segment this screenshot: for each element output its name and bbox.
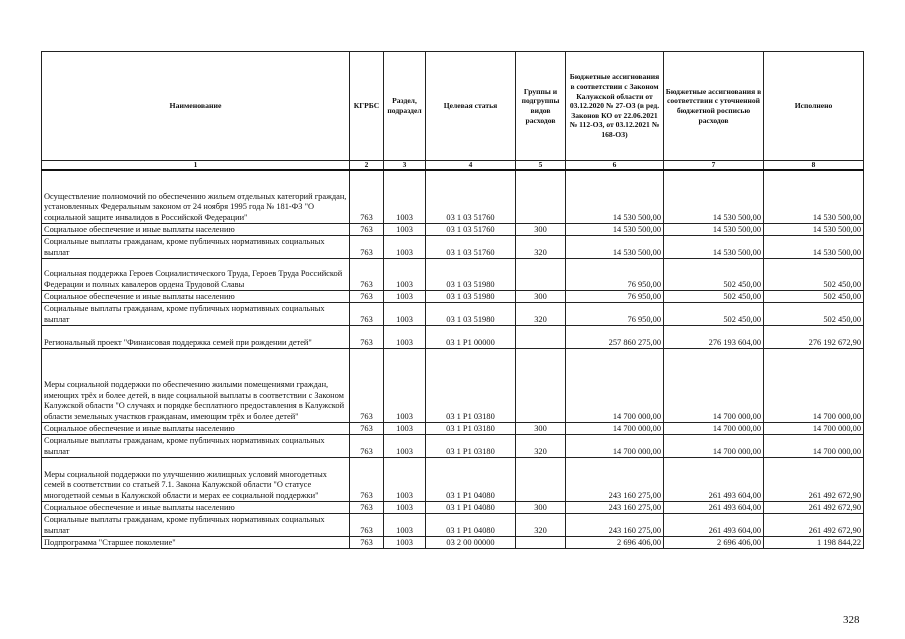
row-name: Меры социальной поддержки по обеспечению жилыми помещениями граждан, имеющих трёх и более детей, в виде социальной выплаты в соответствии с Законом Калужской области "О случаях и порядке бесплатного предоставления в Калужской области земельных участков гражданам, имеющим трёх и более детей" — [42, 349, 350, 423]
row-executed-amount: 1 198 844,22 — [764, 537, 864, 549]
row-target-article: 03 1 P1 00000 — [426, 326, 516, 349]
row-expense-type — [516, 259, 566, 291]
row-name: Осуществление полномочий по обеспечению жильем отдельных категорий граждан, установленных Федеральным законом от 24 ноября 1995 года № 181-ФЗ "О социальной защите инвалидов в Российской Федерации" — [42, 170, 350, 224]
row-refined-amount: 14 700 000,00 — [664, 349, 764, 423]
row-law-amount: 14 530 500,00 — [566, 224, 664, 236]
row-section: 1003 — [384, 170, 426, 224]
table-row — [42, 458, 864, 502]
row-kgrbs: 763 — [350, 326, 384, 349]
row-target-article: 03 1 P1 03180 — [426, 349, 516, 423]
row-refined-amount: 14 530 500,00 — [664, 170, 764, 224]
row-section: 1003 — [384, 259, 426, 291]
row-name: Социальные выплаты гражданам, кроме публичных нормативных социальных выплат — [42, 303, 350, 326]
row-expense-type — [516, 326, 566, 349]
row-target-article: 03 1 P1 04080 — [426, 514, 516, 537]
row-target-article: 03 1 03 51760 — [426, 224, 516, 236]
table-row — [42, 236, 864, 259]
row-kgrbs: 763 — [350, 349, 384, 423]
column-number: 2 — [350, 161, 384, 171]
table-row — [42, 224, 864, 236]
table-row — [42, 514, 864, 537]
row-section: 1003 — [384, 291, 426, 303]
row-section: 1003 — [384, 423, 426, 435]
row-kgrbs: 763 — [350, 514, 384, 537]
row-refined-amount: 14 700 000,00 — [664, 423, 764, 435]
row-target-article: 03 1 03 51980 — [426, 303, 516, 326]
row-executed-amount: 14 700 000,00 — [764, 435, 864, 458]
column-number: 6 — [566, 161, 664, 171]
row-law-amount: 14 700 000,00 — [566, 435, 664, 458]
row-expense-type: 300 — [516, 224, 566, 236]
row-kgrbs: 763 — [350, 537, 384, 549]
row-target-article: 03 1 03 51980 — [426, 259, 516, 291]
row-expense-type: 320 — [516, 514, 566, 537]
row-refined-amount: 261 493 604,00 — [664, 514, 764, 537]
row-name: Социальные выплаты гражданам, кроме публичных нормативных социальных выплат — [42, 236, 350, 259]
row-section: 1003 — [384, 224, 426, 236]
header-expense-type: Группы и подгруппы видов расходов — [516, 52, 566, 161]
row-law-amount: 76 950,00 — [566, 259, 664, 291]
row-section: 1003 — [384, 514, 426, 537]
row-expense-type: 320 — [516, 303, 566, 326]
row-kgrbs: 763 — [350, 259, 384, 291]
row-kgrbs: 763 — [350, 236, 384, 259]
row-name: Социальное обеспечение и иные выплаты населению — [42, 291, 350, 303]
row-law-amount: 76 950,00 — [566, 291, 664, 303]
row-expense-type — [516, 458, 566, 502]
row-expense-type — [516, 349, 566, 423]
row-law-amount: 2 696 406,00 — [566, 537, 664, 549]
budget-execution-table — [41, 51, 864, 549]
table-row — [42, 170, 864, 224]
row-section: 1003 — [384, 502, 426, 514]
table-row — [42, 291, 864, 303]
row-name: Социальное обеспечение и иные выплаты населению — [42, 224, 350, 236]
row-section: 1003 — [384, 349, 426, 423]
header-executed: Исполнено — [764, 52, 864, 161]
row-executed-amount: 261 492 672,90 — [764, 458, 864, 502]
table-row — [42, 502, 864, 514]
row-expense-type: 300 — [516, 291, 566, 303]
row-kgrbs: 763 — [350, 291, 384, 303]
column-number-row — [42, 161, 864, 171]
row-name: Социальная поддержка Героев Социалистического Труда, Героев Труда Российской Федерации и полных кавалеров ордена Трудовой Славы — [42, 259, 350, 291]
table-header-row — [42, 52, 864, 161]
row-refined-amount: 14 700 000,00 — [664, 435, 764, 458]
row-target-article: 03 2 00 00000 — [426, 537, 516, 549]
row-name: Социальное обеспечение и иные выплаты населению — [42, 502, 350, 514]
row-refined-amount: 2 696 406,00 — [664, 537, 764, 549]
table-row — [42, 326, 864, 349]
row-law-amount: 257 860 275,00 — [566, 326, 664, 349]
column-number: 5 — [516, 161, 566, 171]
row-refined-amount: 502 450,00 — [664, 291, 764, 303]
row-target-article: 03 1 P1 03180 — [426, 423, 516, 435]
row-executed-amount: 14 530 500,00 — [764, 224, 864, 236]
header-target-article: Целевая статья — [426, 52, 516, 161]
row-kgrbs: 763 — [350, 458, 384, 502]
row-kgrbs: 763 — [350, 502, 384, 514]
row-refined-amount: 502 450,00 — [664, 303, 764, 326]
row-law-amount: 76 950,00 — [566, 303, 664, 326]
column-number: 3 — [384, 161, 426, 171]
row-expense-type: 300 — [516, 502, 566, 514]
row-executed-amount: 502 450,00 — [764, 303, 864, 326]
table-body — [42, 161, 864, 549]
row-kgrbs: 763 — [350, 303, 384, 326]
row-kgrbs: 763 — [350, 170, 384, 224]
row-section: 1003 — [384, 236, 426, 259]
table-row — [42, 537, 864, 549]
row-target-article: 03 1 03 51760 — [426, 170, 516, 224]
row-target-article: 03 1 P1 03180 — [426, 435, 516, 458]
row-expense-type: 320 — [516, 236, 566, 259]
row-expense-type: 300 — [516, 423, 566, 435]
row-section: 1003 — [384, 537, 426, 549]
row-executed-amount: 261 492 672,90 — [764, 514, 864, 537]
row-section: 1003 — [384, 435, 426, 458]
row-name: Региональный проект "Финансовая поддержка семей при рождении детей" — [42, 326, 350, 349]
row-name: Социальные выплаты гражданам, кроме публичных нормативных социальных выплат — [42, 514, 350, 537]
column-number: 8 — [764, 161, 864, 171]
row-refined-amount: 261 493 604,00 — [664, 502, 764, 514]
column-number: 1 — [42, 161, 350, 171]
table-row — [42, 259, 864, 291]
header-name: Наименование — [42, 52, 350, 161]
row-section: 1003 — [384, 458, 426, 502]
row-expense-type: 320 — [516, 435, 566, 458]
row-section: 1003 — [384, 303, 426, 326]
header-section: Раздел, подраздел — [384, 52, 426, 161]
row-law-amount: 243 160 275,00 — [566, 458, 664, 502]
row-name: Социальное обеспечение и иные выплаты населению — [42, 423, 350, 435]
row-executed-amount: 14 700 000,00 — [764, 349, 864, 423]
row-law-amount: 14 530 500,00 — [566, 170, 664, 224]
row-kgrbs: 763 — [350, 224, 384, 236]
page-number: 328 — [843, 614, 860, 626]
row-expense-type — [516, 170, 566, 224]
row-law-amount: 14 530 500,00 — [566, 236, 664, 259]
row-target-article: 03 1 P1 04080 — [426, 502, 516, 514]
table-row — [42, 349, 864, 423]
row-law-amount: 243 160 275,00 — [566, 514, 664, 537]
row-target-article: 03 1 P1 04080 — [426, 458, 516, 502]
row-executed-amount: 14 530 500,00 — [764, 170, 864, 224]
row-expense-type — [516, 537, 566, 549]
row-name: Подпрограмма "Старшее поколение" — [42, 537, 350, 549]
row-refined-amount: 14 530 500,00 — [664, 224, 764, 236]
row-law-amount: 14 700 000,00 — [566, 423, 664, 435]
table-row — [42, 303, 864, 326]
row-section: 1003 — [384, 326, 426, 349]
header-kgrbs: КГРБС — [350, 52, 384, 161]
table-row — [42, 435, 864, 458]
row-refined-amount: 261 493 604,00 — [664, 458, 764, 502]
table-row — [42, 423, 864, 435]
header-law-allocations: Бюджетные ассигнования в соответствии с Законом Калужской области от 03.12.2020 № 27-ОЗ (в ред. Законов КО от 22.06.2021 № 112-ОЗ, от 03.12.2021 № 168-ОЗ) — [566, 52, 664, 161]
column-number: 7 — [664, 161, 764, 171]
row-name: Меры социальной поддержки по улучшению жилищных условий многодетных семей в соответствии со статьей 7.1. Закона Калужской области "О статусе многодетной семьи в Калужской области и мерах ее социальной поддержки" — [42, 458, 350, 502]
row-target-article: 03 1 03 51980 — [426, 291, 516, 303]
row-kgrbs: 763 — [350, 435, 384, 458]
row-executed-amount: 502 450,00 — [764, 259, 864, 291]
row-refined-amount: 276 193 604,00 — [664, 326, 764, 349]
row-kgrbs: 763 — [350, 423, 384, 435]
column-number: 4 — [426, 161, 516, 171]
row-law-amount: 243 160 275,00 — [566, 502, 664, 514]
row-refined-amount: 14 530 500,00 — [664, 236, 764, 259]
row-executed-amount: 14 700 000,00 — [764, 423, 864, 435]
header-refined-allocations: Бюджетные ассигнования в соответствии с уточненной бюджетной росписью расходов — [664, 52, 764, 161]
row-refined-amount: 502 450,00 — [664, 259, 764, 291]
row-target-article: 03 1 03 51760 — [426, 236, 516, 259]
row-executed-amount: 276 192 672,90 — [764, 326, 864, 349]
row-law-amount: 14 700 000,00 — [566, 349, 664, 423]
budget-report-sheet — [41, 51, 863, 549]
row-name: Социальные выплаты гражданам, кроме публичных нормативных социальных выплат — [42, 435, 350, 458]
row-executed-amount: 261 492 672,90 — [764, 502, 864, 514]
row-executed-amount: 14 530 500,00 — [764, 236, 864, 259]
row-executed-amount: 502 450,00 — [764, 291, 864, 303]
